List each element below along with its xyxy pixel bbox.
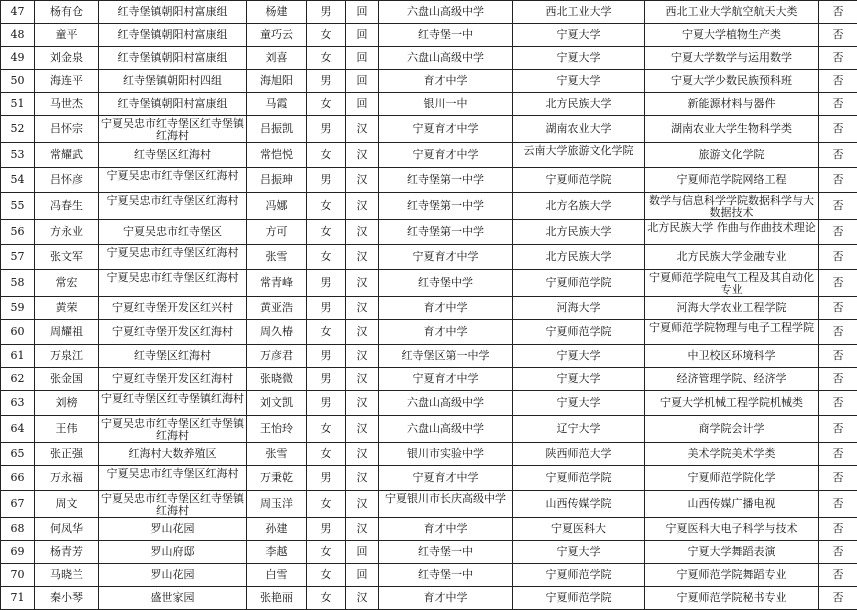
cell-student-name: 吕振凯 [247, 116, 307, 143]
cell-student-name: 方可 [247, 220, 307, 245]
cell-flag: 否 [819, 297, 857, 320]
cell-row-number: 54 [1, 168, 35, 193]
cell-applicant-name: 吕怀彦 [35, 168, 99, 193]
cell-row-number: 63 [1, 391, 35, 416]
cell-major: 宁夏师范学院舞蹈专业 [645, 564, 819, 587]
table-row [1, 1, 857, 24]
cell-ethnicity: 汉 [346, 518, 379, 541]
cell-ethnicity: 汉 [346, 220, 379, 245]
cell-applicant-name: 童平 [35, 24, 99, 47]
cell-ethnicity: 回 [346, 1, 379, 24]
cell-high-school: 红寺堡一中 [379, 24, 513, 47]
cell-student-name: 张晓微 [247, 368, 307, 391]
cell-gender: 女 [307, 443, 346, 466]
cell-row-number: 66 [1, 466, 35, 491]
cell-student-name: 常恺悦 [247, 143, 307, 168]
cell-gender: 男 [307, 368, 346, 391]
cell-university: 宁夏师范学院 [513, 320, 645, 345]
cell-high-school: 银川一中 [379, 93, 513, 116]
cell-high-school: 银川市实验中学 [379, 443, 513, 466]
cell-university: 北方民族大学 [513, 220, 645, 245]
cell-home-address: 红寺堡镇朝阳村富康组 [99, 93, 247, 116]
cell-student-name: 常青峰 [247, 270, 307, 297]
cell-applicant-name: 常宏 [35, 270, 99, 297]
cell-student-name: 童巧云 [247, 24, 307, 47]
cell-flag: 否 [819, 443, 857, 466]
table-row [1, 416, 857, 443]
cell-major: 宁夏师范学院物理与电子工程学院 [645, 320, 819, 345]
cell-major: 河海大学农业工程学院 [645, 297, 819, 320]
cell-gender: 男 [307, 297, 346, 320]
cell-applicant-name: 张金国 [35, 368, 99, 391]
cell-gender: 男 [307, 391, 346, 416]
cell-major: 宁夏师范学院网络工程 [645, 168, 819, 193]
cell-flag: 否 [819, 587, 857, 610]
cell-major: 商学院会计学 [645, 416, 819, 443]
cell-flag: 否 [819, 24, 857, 47]
cell-university: 辽宁大学 [513, 416, 645, 443]
cell-student-name: 万彦君 [247, 345, 307, 368]
cell-gender: 男 [307, 518, 346, 541]
cell-high-school: 育才中学 [379, 518, 513, 541]
cell-major: 宁夏师范学院电气工程及其自动化专业 [645, 270, 819, 297]
cell-major: 西北工业大学航空航天大类 [645, 1, 819, 24]
cell-ethnicity: 回 [346, 564, 379, 587]
cell-university: 宁夏师范学院 [513, 270, 645, 297]
cell-row-number: 52 [1, 116, 35, 143]
cell-university: 北方民族大学 [513, 93, 645, 116]
cell-student-name: 刘文凯 [247, 391, 307, 416]
cell-flag: 否 [819, 564, 857, 587]
cell-major: 宁夏师范学院秘书专业 [645, 587, 819, 610]
cell-flag: 否 [819, 491, 857, 518]
cell-major: 山西传媒广播电视 [645, 491, 819, 518]
cell-home-address: 宁夏吴忠市红寺堡区红海村 [99, 193, 247, 220]
cell-applicant-name: 冯春生 [35, 193, 99, 220]
cell-home-address: 红海村大数养殖区 [99, 443, 247, 466]
table-row [1, 391, 857, 416]
cell-ethnicity: 汉 [346, 168, 379, 193]
cell-applicant-name: 张文军 [35, 245, 99, 270]
cell-high-school: 红寺堡第一中学 [379, 168, 513, 193]
cell-ethnicity: 回 [346, 93, 379, 116]
table-row [1, 93, 857, 116]
cell-gender: 女 [307, 491, 346, 518]
cell-flag: 否 [819, 93, 857, 116]
cell-high-school: 宁夏育才中学 [379, 466, 513, 491]
cell-applicant-name: 秦小琴 [35, 587, 99, 610]
cell-ethnicity: 回 [346, 70, 379, 93]
cell-home-address: 宁夏红寺堡开发区红兴村 [99, 297, 247, 320]
cell-gender: 女 [307, 93, 346, 116]
cell-university: 西北工业大学 [513, 1, 645, 24]
cell-major: 宁夏大学植物生产类 [645, 24, 819, 47]
cell-major: 宁夏师范学院化学 [645, 466, 819, 491]
cell-flag: 否 [819, 193, 857, 220]
cell-student-name: 万秉乾 [247, 466, 307, 491]
cell-applicant-name: 刘榜 [35, 391, 99, 416]
cell-row-number: 49 [1, 47, 35, 70]
cell-applicant-name: 海连平 [35, 70, 99, 93]
cell-student-name: 海旭阳 [247, 70, 307, 93]
cell-ethnicity: 汉 [346, 320, 379, 345]
cell-high-school: 红寺堡第一中学 [379, 193, 513, 220]
cell-flag: 否 [819, 70, 857, 93]
table-row [1, 564, 857, 587]
cell-gender: 男 [307, 168, 346, 193]
cell-university: 宁夏大学 [513, 345, 645, 368]
cell-home-address: 红寺堡区红海村 [99, 143, 247, 168]
table-row [1, 587, 857, 610]
table-row [1, 24, 857, 47]
cell-applicant-name: 王伟 [35, 416, 99, 443]
cell-flag: 否 [819, 368, 857, 391]
cell-high-school: 宁夏育才中学 [379, 116, 513, 143]
cell-row-number: 47 [1, 1, 35, 24]
cell-high-school: 六盘山高级中学 [379, 47, 513, 70]
cell-row-number: 51 [1, 93, 35, 116]
cell-major: 宁夏医科大电子科学与技术 [645, 518, 819, 541]
cell-major: 旅游文化学院 [645, 143, 819, 168]
cell-major: 北方民族大学金融专业 [645, 245, 819, 270]
cell-flag: 否 [819, 116, 857, 143]
cell-ethnicity: 汉 [346, 391, 379, 416]
cell-high-school: 红寺堡第一中学 [379, 220, 513, 245]
cell-flag: 否 [819, 47, 857, 70]
cell-ethnicity: 回 [346, 24, 379, 47]
cell-ethnicity: 汉 [346, 245, 379, 270]
cell-major: 经济管理学院、经济学 [645, 368, 819, 391]
cell-applicant-name: 张正强 [35, 443, 99, 466]
cell-flag: 否 [819, 270, 857, 297]
cell-gender: 女 [307, 416, 346, 443]
table-row [1, 143, 857, 168]
cell-home-address: 宁夏红寺堡开发区红海村 [99, 368, 247, 391]
cell-row-number: 62 [1, 368, 35, 391]
cell-gender: 男 [307, 70, 346, 93]
cell-university: 宁夏大学 [513, 541, 645, 564]
cell-applicant-name: 方永业 [35, 220, 99, 245]
cell-home-address: 罗山花园 [99, 564, 247, 587]
cell-home-address: 红寺堡镇朝阳村富康组 [99, 47, 247, 70]
cell-row-number: 55 [1, 193, 35, 220]
cell-high-school: 宁夏银川市长庆高级中学 [379, 491, 513, 518]
cell-major: 美术学院美术学类 [645, 443, 819, 466]
cell-student-name: 张雪 [247, 443, 307, 466]
cell-university: 陕西师范大学 [513, 443, 645, 466]
cell-home-address: 宁夏红寺堡开发区红海村 [99, 320, 247, 345]
cell-row-number: 69 [1, 541, 35, 564]
cell-home-address: 宁夏吴忠市红寺堡区红寺堡镇红海村 [99, 491, 247, 518]
table-row [1, 541, 857, 564]
cell-student-name: 吕振珅 [247, 168, 307, 193]
cell-ethnicity: 汉 [346, 116, 379, 143]
cell-high-school: 六盘山高级中学 [379, 391, 513, 416]
cell-home-address: 罗山府邸 [99, 541, 247, 564]
cell-ethnicity: 汉 [346, 345, 379, 368]
cell-applicant-name: 黄荣 [35, 297, 99, 320]
cell-home-address: 宁夏吴忠市红寺堡区红寺堡镇红海村 [99, 416, 247, 443]
cell-applicant-name: 马世杰 [35, 93, 99, 116]
cell-student-name: 白雪 [247, 564, 307, 587]
cell-major: 宁夏大学少数民族预科班 [645, 70, 819, 93]
cell-student-name: 马霞 [247, 93, 307, 116]
table-row [1, 70, 857, 93]
cell-university: 宁夏师范学院 [513, 466, 645, 491]
cell-flag: 否 [819, 541, 857, 564]
cell-ethnicity: 汉 [346, 416, 379, 443]
cell-applicant-name: 周耀祖 [35, 320, 99, 345]
cell-ethnicity: 回 [346, 47, 379, 70]
cell-ethnicity: 汉 [346, 466, 379, 491]
cell-high-school: 宁夏育才中学 [379, 143, 513, 168]
cell-row-number: 56 [1, 220, 35, 245]
cell-gender: 女 [307, 220, 346, 245]
cell-university: 北方名族大学 [513, 193, 645, 220]
cell-home-address: 盛世家园 [99, 587, 247, 610]
table-row [1, 443, 857, 466]
cell-gender: 男 [307, 466, 346, 491]
cell-student-name: 刘喜 [247, 47, 307, 70]
cell-row-number: 53 [1, 143, 35, 168]
cell-student-name: 冯娜 [247, 193, 307, 220]
cell-ethnicity: 回 [346, 541, 379, 564]
cell-applicant-name: 万永福 [35, 466, 99, 491]
cell-gender: 女 [307, 587, 346, 610]
cell-home-address: 罗山花园 [99, 518, 247, 541]
cell-gender: 女 [307, 541, 346, 564]
cell-gender: 女 [307, 245, 346, 270]
cell-ethnicity: 汉 [346, 193, 379, 220]
table-row [1, 270, 857, 297]
cell-high-school: 育才中学 [379, 70, 513, 93]
cell-university: 宁夏大学 [513, 70, 645, 93]
cell-high-school: 红寺堡一中 [379, 541, 513, 564]
table-row [1, 518, 857, 541]
cell-flag: 否 [819, 518, 857, 541]
cell-university: 湖南农业大学 [513, 116, 645, 143]
cell-major: 新能源材料与器件 [645, 93, 819, 116]
cell-gender: 女 [307, 320, 346, 345]
cell-row-number: 58 [1, 270, 35, 297]
cell-flag: 否 [819, 416, 857, 443]
cell-student-name: 张艳丽 [247, 587, 307, 610]
cell-student-name: 周玉洋 [247, 491, 307, 518]
cell-row-number: 70 [1, 564, 35, 587]
cell-flag: 否 [819, 168, 857, 193]
cell-row-number: 67 [1, 491, 35, 518]
table-row [1, 47, 857, 70]
cell-home-address: 宁夏红寺堡区红寺堡镇红海村 [99, 391, 247, 416]
cell-applicant-name: 杨有仓 [35, 1, 99, 24]
table-row [1, 466, 857, 491]
table-row [1, 491, 857, 518]
cell-high-school: 育才中学 [379, 587, 513, 610]
cell-row-number: 59 [1, 297, 35, 320]
cell-high-school: 育才中学 [379, 320, 513, 345]
cell-applicant-name: 何凤华 [35, 518, 99, 541]
table-row [1, 168, 857, 193]
cell-high-school: 红寺堡区第一中学 [379, 345, 513, 368]
cell-student-name: 孙建 [247, 518, 307, 541]
cell-ethnicity: 汉 [346, 491, 379, 518]
cell-high-school: 红寺堡中学 [379, 270, 513, 297]
cell-flag: 否 [819, 320, 857, 345]
cell-gender: 男 [307, 1, 346, 24]
cell-university: 山西传媒学院 [513, 491, 645, 518]
cell-high-school: 六盘山高级中学 [379, 416, 513, 443]
cell-applicant-name: 周文 [35, 491, 99, 518]
cell-high-school: 红寺堡一中 [379, 564, 513, 587]
cell-university: 河海大学 [513, 297, 645, 320]
cell-ethnicity: 汉 [346, 368, 379, 391]
cell-gender: 男 [307, 345, 346, 368]
cell-home-address: 宁夏吴忠市红寺堡区红海村 [99, 466, 247, 491]
cell-high-school: 宁夏育才中学 [379, 245, 513, 270]
cell-high-school: 宁夏育才中学 [379, 368, 513, 391]
cell-home-address: 宁夏吴忠市红寺堡区 [99, 220, 247, 245]
cell-home-address: 红寺堡镇朝阳村四组 [99, 70, 247, 93]
cell-university: 宁夏师范学院 [513, 564, 645, 587]
cell-applicant-name: 万泉江 [35, 345, 99, 368]
cell-flag: 否 [819, 143, 857, 168]
cell-university: 宁夏师范学院 [513, 168, 645, 193]
cell-student-name: 李越 [247, 541, 307, 564]
cell-flag: 否 [819, 220, 857, 245]
table-row [1, 345, 857, 368]
cell-gender: 男 [307, 270, 346, 297]
cell-student-name: 王怡玲 [247, 416, 307, 443]
cell-ethnicity: 汉 [346, 587, 379, 610]
cell-home-address: 宁夏吴忠市红寺堡区红海村 [99, 270, 247, 297]
cell-row-number: 71 [1, 587, 35, 610]
cell-home-address: 宁夏吴忠市红寺堡区红寺堡镇红海村 [99, 116, 247, 143]
cell-major: 中卫校区环境科学 [645, 345, 819, 368]
cell-row-number: 48 [1, 24, 35, 47]
cell-university: 宁夏医科大 [513, 518, 645, 541]
cell-major: 数学与信息科学学院数据科学与大数据技术 [645, 193, 819, 220]
cell-applicant-name: 杨青芳 [35, 541, 99, 564]
cell-row-number: 60 [1, 320, 35, 345]
table-row [1, 368, 857, 391]
cell-student-name: 周久椿 [247, 320, 307, 345]
cell-university: 宁夏大学 [513, 368, 645, 391]
cell-major: 北方民族大学 作曲与作曲技术理论 [645, 220, 819, 245]
cell-gender: 女 [307, 564, 346, 587]
cell-high-school: 育才中学 [379, 297, 513, 320]
cell-university: 宁夏大学 [513, 24, 645, 47]
cell-gender: 女 [307, 47, 346, 70]
cell-major: 湖南农业大学生物科学类 [645, 116, 819, 143]
cell-student-name: 杨建 [247, 1, 307, 24]
table-row [1, 297, 857, 320]
cell-home-address: 红寺堡镇朝阳村富康组 [99, 1, 247, 24]
cell-home-address: 宁夏吴忠市红寺堡区红海村 [99, 168, 247, 193]
cell-row-number: 50 [1, 70, 35, 93]
cell-gender: 女 [307, 193, 346, 220]
table-row [1, 116, 857, 143]
cell-applicant-name: 吕怀宗 [35, 116, 99, 143]
table-row [1, 320, 857, 345]
cell-ethnicity: 汉 [346, 297, 379, 320]
cell-applicant-name: 常耀武 [35, 143, 99, 168]
cell-flag: 否 [819, 245, 857, 270]
cell-flag: 否 [819, 345, 857, 368]
cell-major: 宁夏大学舞蹈表演 [645, 541, 819, 564]
cell-row-number: 57 [1, 245, 35, 270]
table-row [1, 193, 857, 220]
table-body [1, 1, 857, 610]
cell-university: 北方民族大学 [513, 245, 645, 270]
table-row [1, 220, 857, 245]
cell-student-name: 张雪 [247, 245, 307, 270]
cell-home-address: 红寺堡镇朝阳村富康组 [99, 24, 247, 47]
cell-ethnicity: 汉 [346, 270, 379, 297]
cell-major: 宁夏大学数学与运用数学 [645, 47, 819, 70]
cell-high-school: 六盘山高级中学 [379, 1, 513, 24]
table-row [1, 245, 857, 270]
cell-ethnicity: 汉 [346, 443, 379, 466]
cell-applicant-name: 马晓兰 [35, 564, 99, 587]
cell-major: 宁夏大学机械工程学院机械类 [645, 391, 819, 416]
cell-row-number: 68 [1, 518, 35, 541]
cell-university: 宁夏大学 [513, 391, 645, 416]
cell-student-name: 黄亚浩 [247, 297, 307, 320]
cell-university: 云南大学旅游文化学院 [513, 143, 645, 168]
cell-flag: 否 [819, 466, 857, 491]
cell-university: 宁夏大学 [513, 47, 645, 70]
cell-gender: 女 [307, 24, 346, 47]
cell-university: 宁夏师范学院 [513, 587, 645, 610]
cell-flag: 否 [819, 391, 857, 416]
cell-row-number: 64 [1, 416, 35, 443]
cell-home-address: 红寺堡区红海村 [99, 345, 247, 368]
cell-row-number: 61 [1, 345, 35, 368]
cell-home-address: 宁夏吴忠市红寺堡区红海村 [99, 245, 247, 270]
cell-gender: 女 [307, 143, 346, 168]
cell-ethnicity: 汉 [346, 143, 379, 168]
cell-gender: 男 [307, 116, 346, 143]
cell-flag: 否 [819, 1, 857, 24]
cell-row-number: 65 [1, 443, 35, 466]
cell-applicant-name: 刘金泉 [35, 47, 99, 70]
